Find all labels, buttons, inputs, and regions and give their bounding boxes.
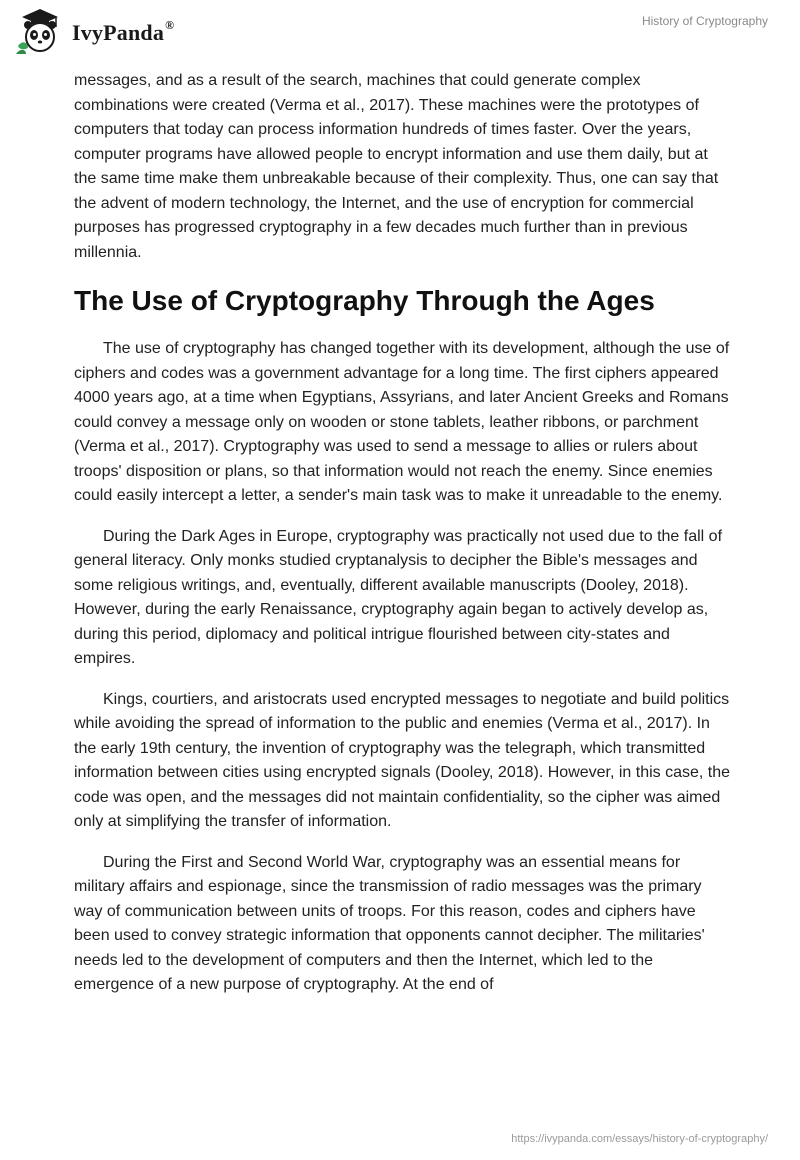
brand-name xyxy=(72,17,175,46)
brand-name-text: IvyPanda xyxy=(72,20,165,45)
source-url[interactable]: https://ivypanda.com/essays/history-of-cryptography/ xyxy=(511,1133,768,1145)
ivypanda-logo[interactable] xyxy=(14,6,174,56)
document-title: History of Cryptography xyxy=(641,14,768,28)
intro-paragraph: messages, and as a result of the search, machines that could generate complex combinations were created (Verma et al., 2017). These machines were the prototypes of computers that today can process information hundreds of times faster. Over the years, computer programs have allowed people to encrypt information and use them daily, but at the same time make them unbreakable because of their complexity. Thus, one can say that the advent of modern technology, the Internet, and the use of encryption for commercial purposes has progressed cryptography in a few decades much further than in previous millennia. xyxy=(74,72,719,261)
body-paragraph: Kings, courtiers, and aristocrats used encrypted messages to negotiate and build politics while avoiding the spread of information to the public and enemies (Verma et al., 2017). In the early 19th century, the invention of cryptography was the telegraph, which transmitted information between cities using encrypted signals (Dooley, 2018). However, in this case, the code was open, and the messages did not maintain confidentiality, so the cipher was aimed only at simplifying the transfer of information. xyxy=(74,690,731,830)
body-paragraph: During the First and Second World War, cryptography was an essential means for military affairs and espionage, since the transmission of radio messages was the primary way of communication between units of troops. For this reason, codes and ciphers have been used to convey strategic information that opponents cannot decipher. The militaries' needs led to the development of computers and then the Internet, which led to the emergence of a new purpose of cryptography. At the end of xyxy=(74,853,705,993)
section-heading: The Use of Cryptography Through the Ages xyxy=(74,285,655,316)
panda-mascot-icon xyxy=(14,6,66,56)
body-paragraph: The use of cryptography has changed together with its development, although the use of ciphers and codes was a government advantage for a long time. The first ciphers appeared 4000 years ago, at a time when Egyptians, Assyrians, and later Ancient Greeks and Romans could convey a message only on wooden or stone tablets, leather ribbons, or parchment (Verma et al., 2017). Cryptography was used to send a message to allies or rulers about troops' disposition or plans, so that information would not reach the enemy. Since enemies could easily intercept a letter, a sender's main task was to make it unreadable to the enemy. xyxy=(74,340,730,504)
body-paragraph: During the Dark Ages in Europe, cryptography was practically not used due to the fall of general literacy. Only monks studied cryptanalysis to decipher the Bible's messages and some religious writings, and, eventually, different available manuscripts (Dooley, 2018). However, during the early Renaissance, cryptography again began to actively develop as, during this period, diplomacy and political intrigue flourished between city-states and empires. xyxy=(74,527,723,667)
page-header xyxy=(0,0,800,60)
registered-mark: ® xyxy=(165,17,175,32)
article-body xyxy=(74,69,734,1014)
